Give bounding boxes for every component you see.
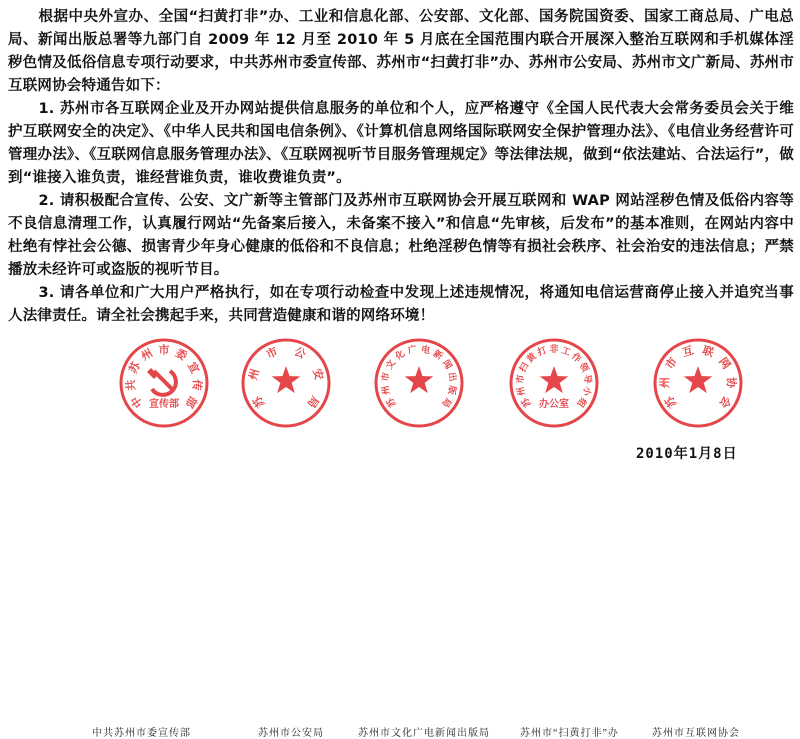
svg-text:安: 安 [310,367,326,382]
svg-text:办公室: 办公室 [539,399,569,410]
svg-text:局: 局 [439,395,453,409]
svg-text:市: 市 [515,374,527,385]
svg-text:会: 会 [716,393,734,411]
svg-text:化: 化 [393,349,408,363]
svg-text:工: 工 [559,345,572,359]
svg-text:导: 导 [581,374,593,385]
notice-intro: 根据中央外宣办、全国“扫黄打非”办、工业和信息化部、公安部、文化部、国务院国资委、国家工商总局、广电总局、新闻出版总署等九部门自 2009 年 12 月至 2010 年 5 月底在全国范围内联合开展深入整治互联网和手机媒体淫秽色情及低俗信息专项行动要求，中共苏州市委宣传部、苏州市“扫黄打非”办、苏州市公安局、苏州市文广新局、苏州市互联网协会特通告如下： [8,9,794,94]
svg-text:市: 市 [158,343,170,357]
svg-text:黄: 黄 [525,351,539,366]
issuer-internet-association: 苏州市互联网协会 [652,728,740,739]
issue-date: 2010年1月8日 [636,446,738,462]
issuer-propaganda-dept: 中共苏州市委宣传部 [92,728,191,739]
seal-propaganda-dept [118,337,210,429]
svg-text:委: 委 [173,346,190,364]
svg-text:非: 非 [549,345,559,355]
svg-text:州: 州 [246,367,262,382]
svg-text:小: 小 [580,385,592,397]
seal-graphic [373,337,465,429]
svg-text:公: 公 [292,344,308,362]
svg-text:州: 州 [516,385,528,397]
svg-text:新: 新 [430,349,445,363]
svg-text:苏: 苏 [250,393,268,411]
seal-graphic [118,337,210,429]
svg-text:扫: 扫 [518,361,532,375]
seal-internet-association [652,337,744,429]
svg-text:闻: 闻 [439,358,454,372]
svg-text:打: 打 [536,345,549,359]
issuer-culture-bureau: 苏州市文化广电新闻出版局 [358,728,490,739]
svg-text:市: 市 [662,355,680,372]
svg-text:联: 联 [700,343,716,360]
svg-text:局: 局 [304,393,322,411]
svg-text:作: 作 [569,351,583,366]
notice-item-3: 3. 请各单位和广大用户严格执行，如在专项行动检查中发现上述违规情况，将通知电信运营商停止接入并追究当事人法律责任。请全社会携起手来，共同营造健康和谐的网络环境！ [8,285,794,324]
svg-text:组: 组 [574,395,588,409]
seal-public-security [240,337,332,429]
issuer-public-security: 苏州市公安局 [258,728,324,739]
seal-culture-bureau [373,337,465,429]
svg-text:苏: 苏 [126,359,144,376]
svg-text:版: 版 [445,384,458,396]
svg-text:部: 部 [182,393,200,411]
svg-text:市: 市 [380,371,393,383]
svg-text:互: 互 [680,343,696,360]
svg-text:传: 传 [190,379,204,392]
svg-text:文: 文 [384,358,399,372]
issuer-anti-porn-office: 苏州市“扫黄打非”办 [520,728,619,739]
svg-text:电: 电 [420,344,431,357]
svg-text:出: 出 [445,371,458,383]
notice-body [8,6,794,328]
svg-text:协: 协 [724,377,738,389]
svg-text:宣传部: 宣传部 [149,399,179,410]
svg-text:宣: 宣 [184,359,202,376]
svg-text:州: 州 [658,377,672,389]
svg-text:州: 州 [380,384,393,396]
svg-text:网: 网 [716,355,734,372]
notice-item-1: 1. 苏州市各互联网企业及开办网站提供信息服务的单位和个人，应严格遵守《全国人民代表大会常务委员会关于维护互联网安全的决定》、《中华人民共和国电信条例》、《计算机信息网络国际联网安全保护管理办法》、《电信业务经营许可管理办法》、《互联网信息服务管理办法》、《互联网视听节目服务管理规定》等法律法规，做到“依法建站、合法运行”，做到“谁接入谁负责，谁经营谁负责，谁收费谁负责”。 [8,101,794,186]
svg-text:苏: 苏 [385,395,399,409]
svg-text:州: 州 [138,346,155,364]
svg-text:广: 广 [407,344,418,357]
svg-text:苏: 苏 [662,393,680,411]
seal-graphic [508,337,600,429]
svg-text:市: 市 [264,344,280,362]
notice-item-2: 2. 请积极配合宣传、公安、文广新等主管部门及苏州市互联网协会开展互联网和 WAP 网站淫秽色情及低俗内容等不良信息清理工作，认真履行网站“先备案后接入，未备案不接入”和信息“先审核，后发布”的基本准则，在网站内容中杜绝有悖社会公德、损害青少年身心健康的低俗和不良信息；杜绝淫秽色情等有损社会秩序、社会治安的违法信息；严禁播放未经许可或盗版的视听节目。 [8,193,794,278]
svg-text:中: 中 [128,393,146,411]
seal-graphic [652,337,744,429]
seal-anti-porn-office [508,337,600,429]
svg-text:领: 领 [576,361,590,375]
svg-text:共: 共 [124,379,138,392]
seal-graphic [240,337,332,429]
svg-text:苏: 苏 [520,395,534,409]
